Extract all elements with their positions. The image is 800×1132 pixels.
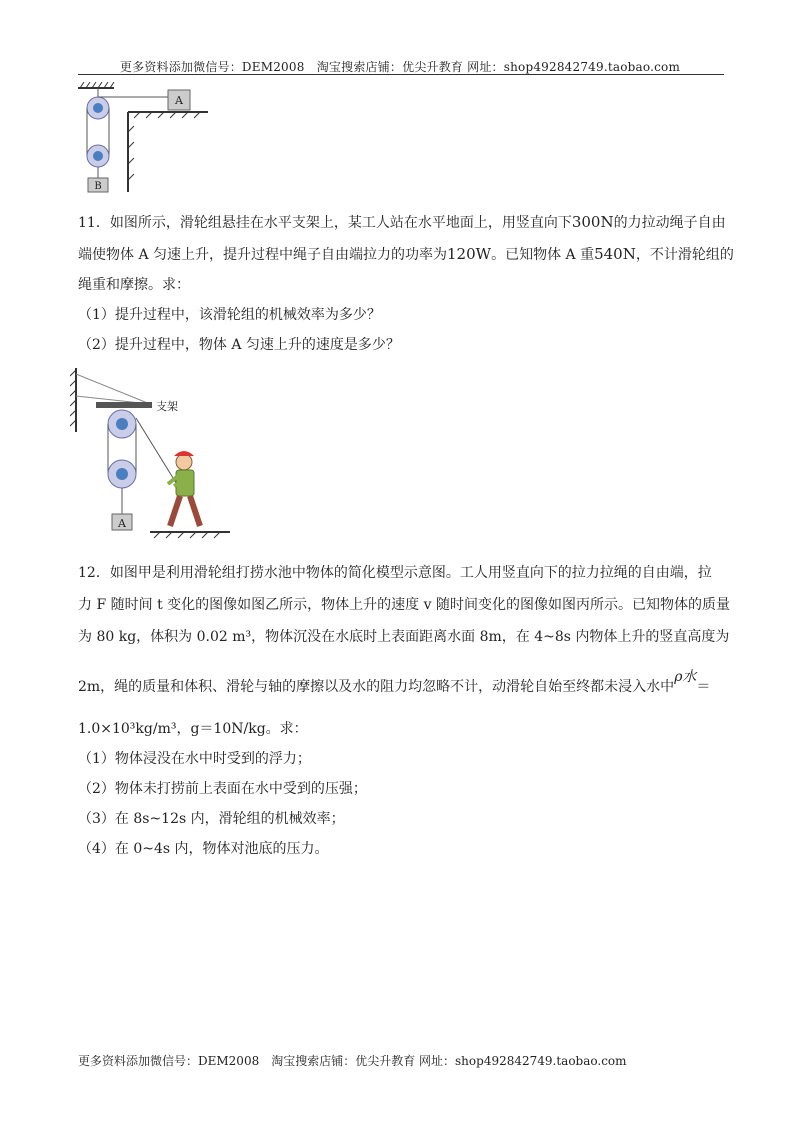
header-divider: [78, 74, 724, 75]
pulley-figure-top: [76, 82, 216, 194]
label-a-q11: A: [118, 517, 126, 530]
q12-line2: 力 F 随时间 t 变化的图像如图乙所示，物体上升的速度 v 随时间变化的图像如图丙所示。已知物体的质量: [78, 597, 730, 613]
q12-line5: 1.0×10³kg/m³，g＝10N/kg。求：: [78, 721, 308, 737]
q12-sub2: （2）物体未打捞前上表面在水中受到的压强；: [78, 781, 367, 797]
q12-line3: 为 80 kg，体积为 0.02 m³，物体沉没在水底时上表面距离水面 8m，在 4~8s 内物体上升的竖直高度为: [78, 629, 730, 645]
page-footer: 更多资料添加微信号：DEM2008 淘宝搜索店铺：优尖升教育 网址：shop492842749.taobao.com: [78, 1054, 627, 1068]
rho-water: ρ水: [674, 669, 697, 685]
q12-sub3: （3）在 8s~12s 内，滑轮组的机械效率；: [78, 811, 345, 827]
q11-power-value: 120W: [447, 245, 492, 263]
worker-figure: [168, 451, 200, 526]
q12-sub4: （4）在 0~4s 内，物体对池底的压力。: [78, 841, 329, 857]
label-frame: 支架: [156, 400, 178, 413]
q11-line2: 端使物体 A 匀速上升，提升过程中绳子自由端拉力的功率为120W。已知物体 A 重540N，不计滑轮组的: [78, 245, 734, 263]
q11-line3: 绳重和摩擦。求：: [78, 277, 190, 293]
q11-line1: 11．如图所示，滑轮组悬挂在水平支架上，某工人站在水平地面上，用竖直向下300N的力拉动绳子自由: [78, 213, 726, 231]
label-b: B: [94, 181, 102, 192]
pulley-worker-figure: [70, 366, 250, 544]
q12-line1: 12．如图甲是利用滑轮组打捞水池中物体的简化模型示意图。工人用竖直向下的拉力拉绳的自由端，拉: [78, 565, 712, 581]
q11-force-value: 300N: [571, 213, 614, 231]
q12-sub1: （1）物体浸没在水中时受到的浮力；: [78, 751, 311, 767]
label-a: A: [175, 94, 183, 107]
page-header: 更多资料添加微信号：DEM2008 淘宝搜索店铺：优尖升教育 网址：shop492842749.taobao.com: [119, 60, 681, 74]
q11-sub2: （2）提升过程中，物体 A 匀速上升的速度是多少？: [78, 337, 400, 353]
q12-line4: 2m，绳的质量和体积、滑轮与轴的摩擦以及水的阻力均忽略不计，动滑轮自始至终都未浸入水中ρ水＝: [78, 669, 711, 695]
q11-weight-value: 540N: [594, 245, 636, 263]
q11-sub1: （1）提升过程中，该滑轮组的机械效率为多少？: [78, 307, 381, 323]
